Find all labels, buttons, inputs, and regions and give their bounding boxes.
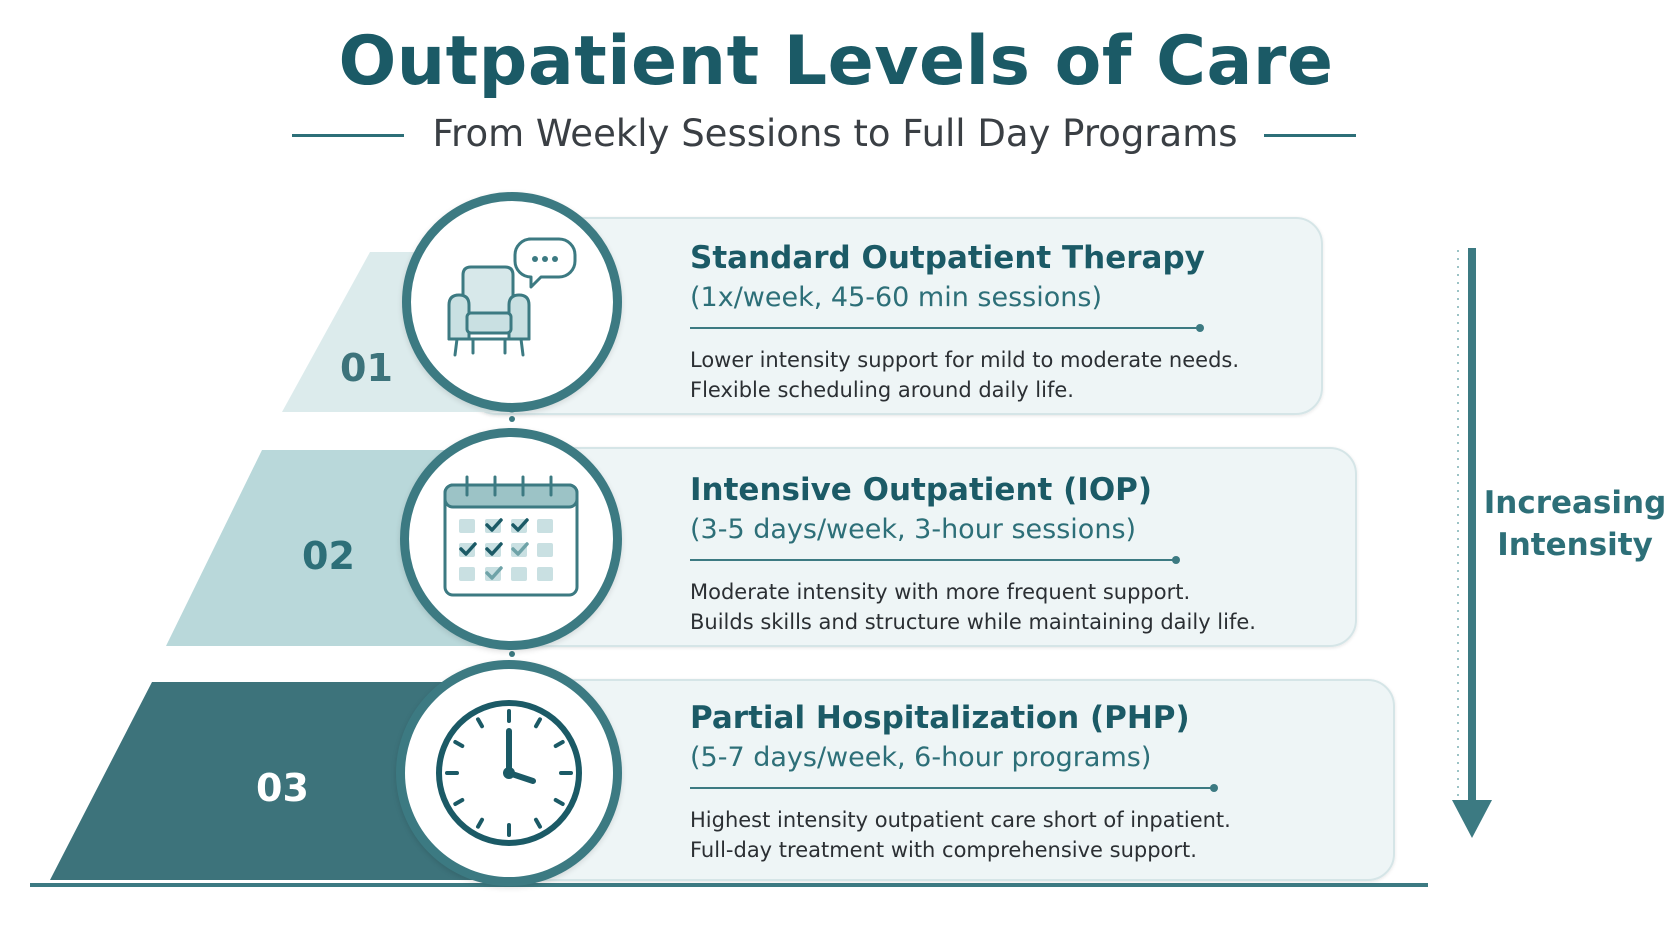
calendar-checklist-icon (409, 437, 613, 641)
level-1-divider (690, 327, 1200, 329)
level-1-icon-circle (402, 192, 622, 412)
level-1-description-line-2: Flexible scheduling around daily life. (690, 378, 1074, 402)
level-3-icon-circle (396, 660, 622, 886)
level-2-divider (690, 559, 1176, 561)
baseline (30, 883, 1428, 887)
page-title: Outpatient Levels of Care (338, 22, 1334, 101)
intensity-label (1480, 482, 1670, 566)
level-3-description-line-1: Highest intensity outpatient care short of inpatient. (690, 808, 1231, 832)
intensity-label-line-2: Intensity (1497, 527, 1653, 563)
level-2-description-line-1: Moderate intensity with more frequent support. (690, 580, 1191, 604)
intensity-label-line-1: Increasing (1483, 485, 1667, 521)
level-1-text (690, 240, 1240, 405)
armchair-with-speech-bubble-icon (411, 201, 613, 403)
level-2-icon-circle (400, 428, 622, 650)
level-3-number: 03 (256, 766, 309, 810)
intensity-arrow-head (1452, 800, 1492, 838)
level-2-description-line-2: Builds skills and structure while maintaining daily life. (690, 610, 1256, 634)
level-3-frequency: (5-7 days/week, 6-hour programs) (690, 742, 1152, 773)
clock-icon (405, 669, 613, 877)
level-1-description-line-1: Lower intensity support for mild to moderate needs. (690, 348, 1240, 372)
level-1-number: 01 (340, 346, 393, 390)
level-2-frequency: (3-5 days/week, 3-hour sessions) (690, 514, 1137, 545)
level-3-divider (690, 787, 1214, 789)
level-1-frequency: (1x/week, 45-60 min sessions) (690, 282, 1102, 313)
level-2-text (690, 472, 1310, 637)
level-3-description-line-2: Full-day treatment with comprehensive support. (690, 838, 1197, 862)
level-2-number: 02 (302, 534, 355, 578)
level-3-text (690, 700, 1310, 865)
page-subtitle: From Weekly Sessions to Full Day Programs (432, 112, 1238, 155)
level-1-title: Standard Outpatient Therapy (690, 240, 1205, 276)
intensity-arrow-shaft (1468, 248, 1476, 808)
level-3-title: Partial Hospitalization (PHP) (690, 700, 1190, 736)
level-2-title: Intensive Outpatient (IOP) (690, 472, 1153, 508)
